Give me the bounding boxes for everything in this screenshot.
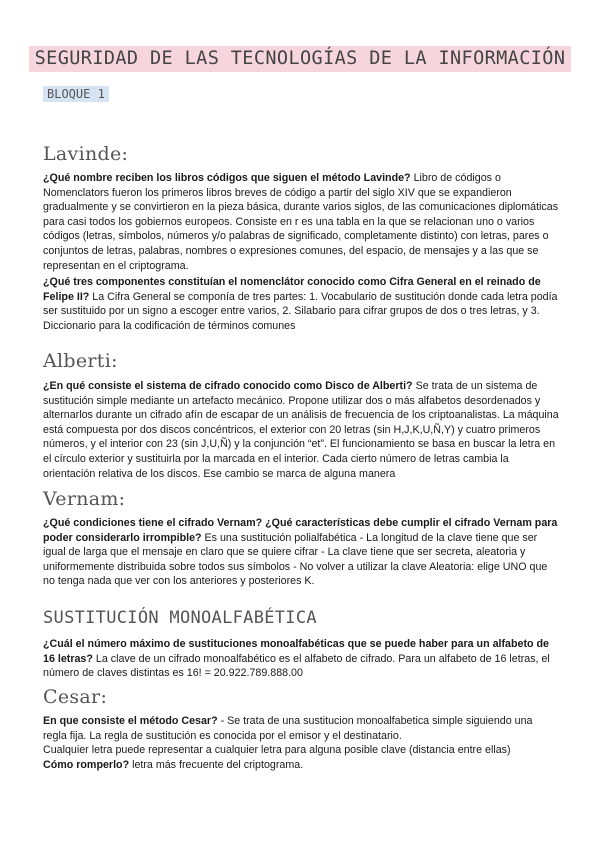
paragraph-cesar [43, 714, 559, 772]
answer-cesar: - Se trata de una sustitucion monoalfabetica simple siguiendo una regla fija. La regla de sustitución es conocida por el emisor y el destinatario. [43, 715, 533, 742]
heading-sustitucion: SUSTITUCIÓN MONOALFABÉTICA [43, 608, 317, 628]
paragraph-lavinde-1 [43, 171, 559, 273]
question-lavinde-2: ¿Qué tres componentes constituían el nomenclátor conocido como Cifra General en el reinado de Felipe II? [43, 276, 541, 303]
heading-vernam: Vernam: [43, 488, 126, 510]
paragraph-lavinde-2 [43, 275, 559, 333]
page-title: SEGURIDAD DE LAS TECNOLOGÍAS DE LA INFORMACIÓN [29, 46, 572, 72]
answer-alberti: Se trata de un sistema de sustitución simple mediante un artefacto mecánico. Propone utilizar dos o más alfabetos desordenados y alternarlos durante un cifrado afín de escapar de un análisis de frecuencia de los criptoanalistas. La máquina está compuesta por dos discos concéntricos, el exterior con 20 letras (sin H,J,K,U,Ñ,Y) y cuatro primeros números, y el interior con 23 (sin J,U,Ñ) y la conjunción “et”. El funcionamiento se basa en buscar la letra en el círculo exterior y sustituirla por la marcada en el interior. Cada cierto número de letras cambia la orientación relativa de los discos. Ese cambio se marca de alguna manera [43, 380, 559, 480]
answer-lavinde-2: La Cifra General se componía de tres partes: 1. Vocabulario de sustitución donde cada letra podía ser sustituido por un signo a escoger entre varios, 2. Silabario para cifrar grupos de dos o tres letras, y 3. Diccionario para la codificación de términos comunes [43, 290, 558, 332]
question-lavinde-1: ¿Qué nombre reciben los libros códigos que siguen el método Lavinde? [43, 172, 411, 184]
cesar-line-2: Cualquier letra puede representar a cualquier letra para alguna posible clave (distancia entre ellas) [43, 744, 511, 757]
title-container [0, 46, 600, 72]
answer-vernam: Es una sustitución polialfabética - La longitud de la clave tiene que ser igual de larga que el mensaje en claro que se quiere cifrar - La clave tiene que ser secreta, aleatoria y uniformemente distribuida sobre todos sus símbolos - No volver a utilizar la clave Aleatoria: elige UNO que no tenga nada que ver con los anteriores y posteriores K. [43, 531, 548, 588]
answer-sustitucion: La clave de un cifrado monoalfabético es el alfabeto de cifrado. Para un alfabeto de 16 letras, el número de claves distintas es 16! = 20.922.789.888.00 [43, 652, 550, 680]
paragraph-sustitucion [43, 637, 559, 681]
question-cesar: En que consiste el método Cesar? [43, 715, 218, 727]
answer-lavinde-1: Libro de códigos o Nomenclators fueron los primeros libros breves de código a partir del siglo XIV que se expandieron gradualmente y se convirtieron en la pieza básica, durante varios siglos, de las comunicaciones diplomáticas para casi todos los gobiernos europeos. Consiste en r es una tabla en la que se relacionan uno o varios códigos (letras, símbolos, números y/o palabras de significado, completamente distinto) con letras, pares o conjuntos de letras, palabras, nombres o expresiones comunes, del espacio, de mensajes y a las que se representan en el criptograma. [43, 172, 559, 272]
answer-cesar-2: letra más frecuente del criptograma. [129, 758, 304, 771]
question-cesar-2: Cómo romperlo? [43, 758, 130, 771]
paragraph-vernam [43, 516, 559, 589]
heading-cesar: Cesar: [43, 686, 108, 708]
bloque-label: BLOQUE 1 [43, 86, 109, 102]
question-alberti: ¿En qué consiste el sistema de cifrado conocido como Disco de Alberti? [43, 380, 413, 392]
question-vernam: ¿Qué condiciones tiene el cifrado Vernam? ¿Qué características debe cumplir el cifrado Vernam para poder considerarlo irrompible? [43, 517, 558, 544]
paragraph-alberti [43, 379, 559, 481]
heading-alberti: Alberti: [43, 350, 118, 372]
heading-lavinde: Lavinde: [43, 143, 129, 165]
question-sustitucion: ¿Cuál el número máximo de sustituciones monoalfabéticas que se puede haber para un alfabeto de 16 letras? [43, 638, 549, 665]
